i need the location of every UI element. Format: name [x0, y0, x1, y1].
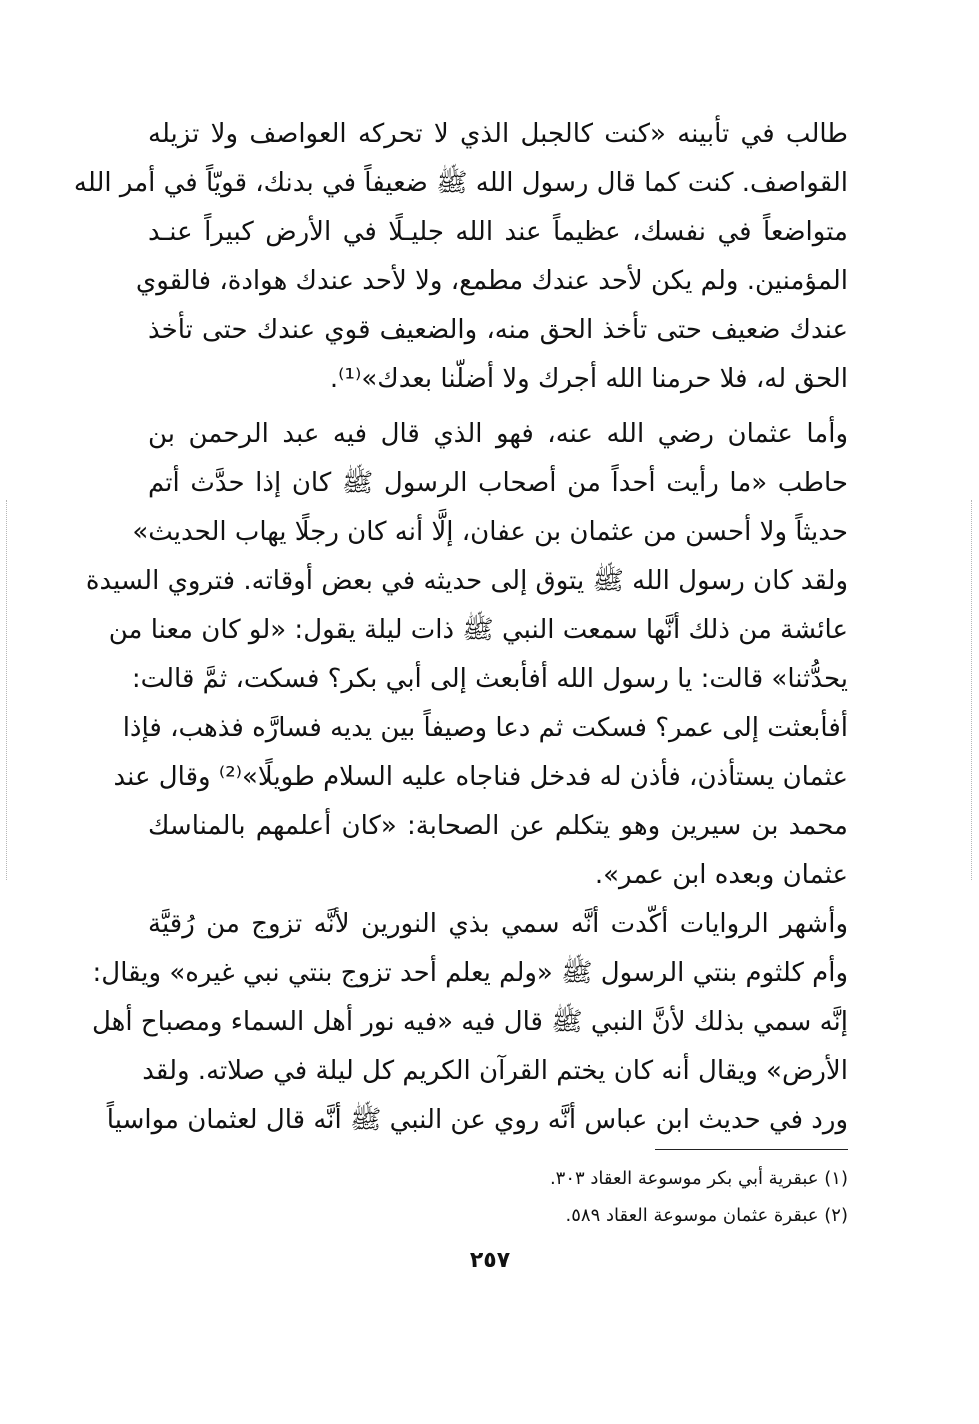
- paragraph-1: [73, 110, 848, 404]
- text-line: الأرض» ويقال أنه كان يختم القرآن الكريم كل ليلة في صلاته. ولقد: [142, 1056, 848, 1086]
- footnote-divider: [655, 1149, 848, 1150]
- page-edge-mark: [6, 500, 7, 880]
- page-number: ٢٥٧: [469, 1248, 511, 1273]
- paragraph-2: [85, 410, 848, 900]
- text-line: إنَّه سمي بذلك لأنَّ النبي ﷺ قال فيه «فيه نور أهل السماء ومصباح أهل: [91, 1007, 848, 1037]
- text-line: الحق له، فلا حرمنا الله أجرك ولا أضلّنا بعدك»⁽¹⁾.: [329, 364, 848, 394]
- text-line: عثمان يستأذن، فأذن له فدخل فناجاه عليه السلام طويلًا»⁽²⁾ وقال عند: [113, 762, 848, 792]
- text-line: وأما عثمان رضي الله عنه، فهو الذي قال فيه عبد الرحمن بن: [148, 419, 848, 449]
- paragraph-3: [91, 900, 848, 1145]
- text-line: أفأبعثت إلى عمر؟ فسكت ثم دعا وصيفاً بين يديه فسارَّه فذهب، فإذا: [122, 713, 848, 743]
- footnote-1: (١) عبقرية أبي بكر موسوعة العقاد ٣٠٣.: [549, 1168, 848, 1189]
- text-line: ولقد كان رسول الله ﷺ يتوق إلى حديثه في بعض أوقاته. فتروي السيدة: [85, 566, 848, 596]
- text-line: حاطب «ما رأيت أحداً من أصحاب الرسول ﷺ كان إذا حدَّث أتم: [148, 468, 848, 498]
- footnotes: [300, 1160, 848, 1234]
- text-line: عثمان وبعده ابن عمر».: [594, 860, 848, 890]
- text-line: محمد بن سيرين وهو يتكلم عن الصحابة: «كان أعلمهم بالمناسك: [148, 811, 848, 841]
- text-line: عائشة من ذلك أنَّها سمعت النبي ﷺ ذات ليلة يقول: «لو كان معنا من: [108, 615, 848, 645]
- text-line: وأم كلثوم بنتي الرسول ﷺ «ولم يعلم أحد تزوج بنتي نبي غيره» ويقال:: [92, 958, 848, 988]
- text-line: طالب في تأبينه «كنت كالجبل الذي لا تحركه العواصف ولا تزيله: [148, 119, 848, 149]
- text-line: ورد في حديث ابن عباس أنَّه روي عن النبي ﷺ أنَّه قال لعثمان مواسياً: [106, 1105, 848, 1135]
- page-edge-mark: [971, 500, 972, 880]
- text-line: عندك ضعيف حتى تأخذ الحق منه، والضعيف قوي عندك حتى تأخذ: [148, 315, 848, 345]
- text-line: القواصف. كنت كما قال رسول الله ﷺ ضعيفاً في بدنك، قويّاً في أمر الله: [73, 168, 848, 198]
- text-line: المؤمنين. ولم يكن لأحد عندك مطمع، ولا لأحد عندك هوادة، فالقوي: [135, 266, 848, 296]
- text-line: حديثاً ولا أحسن من عثمان بن عفان، إلَّا أنه كان رجلًا يهاب الحديث»: [132, 517, 848, 547]
- text-line: يحدُّثنا» قالت: يا رسول الله أفأبعث إلى أبي بكر؟ فسكت، ثمَّ قالت:: [131, 664, 848, 694]
- footnote-2: (٢) عبقرة عثمان موسوعة العقاد ٥٨٩.: [565, 1205, 848, 1226]
- text-line: متواضعاً في نفسك، عظيماً عند الله جليـلًا في الأرض كبيراً عنـد: [148, 217, 848, 247]
- text-line: وأشهر الروايات أكّدت أنَّه سمي بذي النورين لأنَّه تزوج من رُقيَّة: [148, 909, 848, 939]
